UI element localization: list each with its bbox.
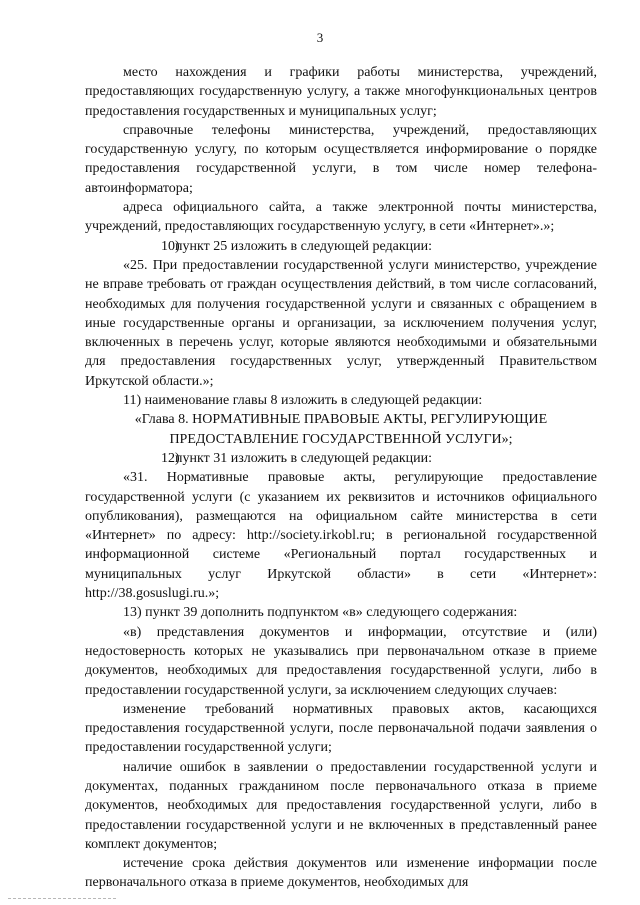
paragraph-clause-31: «31. Нормативные правовые акты, регулирующие предоставление государственной услуги (с указанием их реквизитов и источников официального опубликования), размещаются на официальном сайте министерства в сети «Интернет» по адресу: http://society.irkobl.ru; в региональной государственной информационной системе «Региональный портал государственных и муниципальных услуг Иркутской области» в сети «Интернет»: http://38.gosuslugi.ru.»; <box>85 470 597 602</box>
item-12-number: 12) <box>161 450 180 466</box>
chapter-8-title: «Глава 8. НОРМАТИВНЫЕ ПРАВОВЫЕ АКТЫ, РЕГУЛИРУЮЩИЕ ПРЕДОСТАВЛЕНИЕ ГОСУДАРСТВЕННОЙ УСЛУГИ»; <box>134 412 548 447</box>
paragraph-location-schedule: место нахождения и графики работы министерства, учреждений, предоставляющих государственную услугу, а также многофункциональных центров предоставления государственных и муниципальных услуг; <box>85 65 597 119</box>
item-13: 13) пункт 39 дополнить подпунктом «в» следующего содержания: <box>123 605 518 621</box>
paragraph-website-addresses: адреса официального сайта, а также электронной почты министерства, учреждений, предоставляющих государственную услугу, в сети «Интернет».»; <box>85 200 597 235</box>
item-12 <box>85 449 597 468</box>
paragraph-case-expiry: истечение срока действия документов или изменение информации после первоначального отказа в приеме документов, необходимых для <box>85 856 597 891</box>
item-11: 11) наименование главы 8 изложить в следующей редакции: <box>123 393 483 409</box>
footer-divider <box>8 898 116 899</box>
item-10-number: 10) <box>161 238 180 254</box>
paragraph-reference-phones: справочные телефоны министерства, учреждений, предоставляющих государственную услугу, по которым осуществляется информирование о порядке предоставления государственной услуги, в том числе номер телефона-автоинформатора; <box>85 122 597 196</box>
document-body <box>85 63 597 893</box>
page-number: 3 <box>316 30 324 45</box>
item-10 <box>85 237 597 256</box>
item-12-text: пункт 31 изложить в следующей редакции: <box>175 450 432 466</box>
paragraph-case-requirements-change: изменение требований нормативных правовых актов, касающихся предоставления государственной услуги, после первоначальной подачи заявления о предоставлении государственной услуги; <box>85 701 597 756</box>
paragraph-subclause-v: «в) представления документов и информации, отсутствие и (или) недостоверность которых не указывались при первоначальном отказе в приеме документов, необходимых для предоставления государственной услуги, либо в предоставлении государственной услуги, за исключением следующих случаев: <box>85 624 597 698</box>
item-10-text: пункт 25 изложить в следующей редакции: <box>175 238 432 254</box>
paragraph-clause-25: «25. При предоставлении государственной услуги министерство, учреждение не вправе требовать от граждан осуществления действий, в том числе согласований, необходимых для получения государственной услуги и связанных с обращением в иные государственные органы и организации, за исключением получения услуг, включенных в перечень услуг, которые являются необходимыми и обязательными для предоставления государственных услуг, утвержденный Правительством Иркутской области.»; <box>85 257 597 389</box>
paragraph-case-errors: наличие ошибок в заявлении о предоставлении государственной услуги и документах, поданных гражданином после первоначального отказа в приеме документов, необходимых для предоставления государственной услуги, либо в предоставлении государственной услуги и не включенных в представленный ранее комплект документов; <box>85 759 597 852</box>
